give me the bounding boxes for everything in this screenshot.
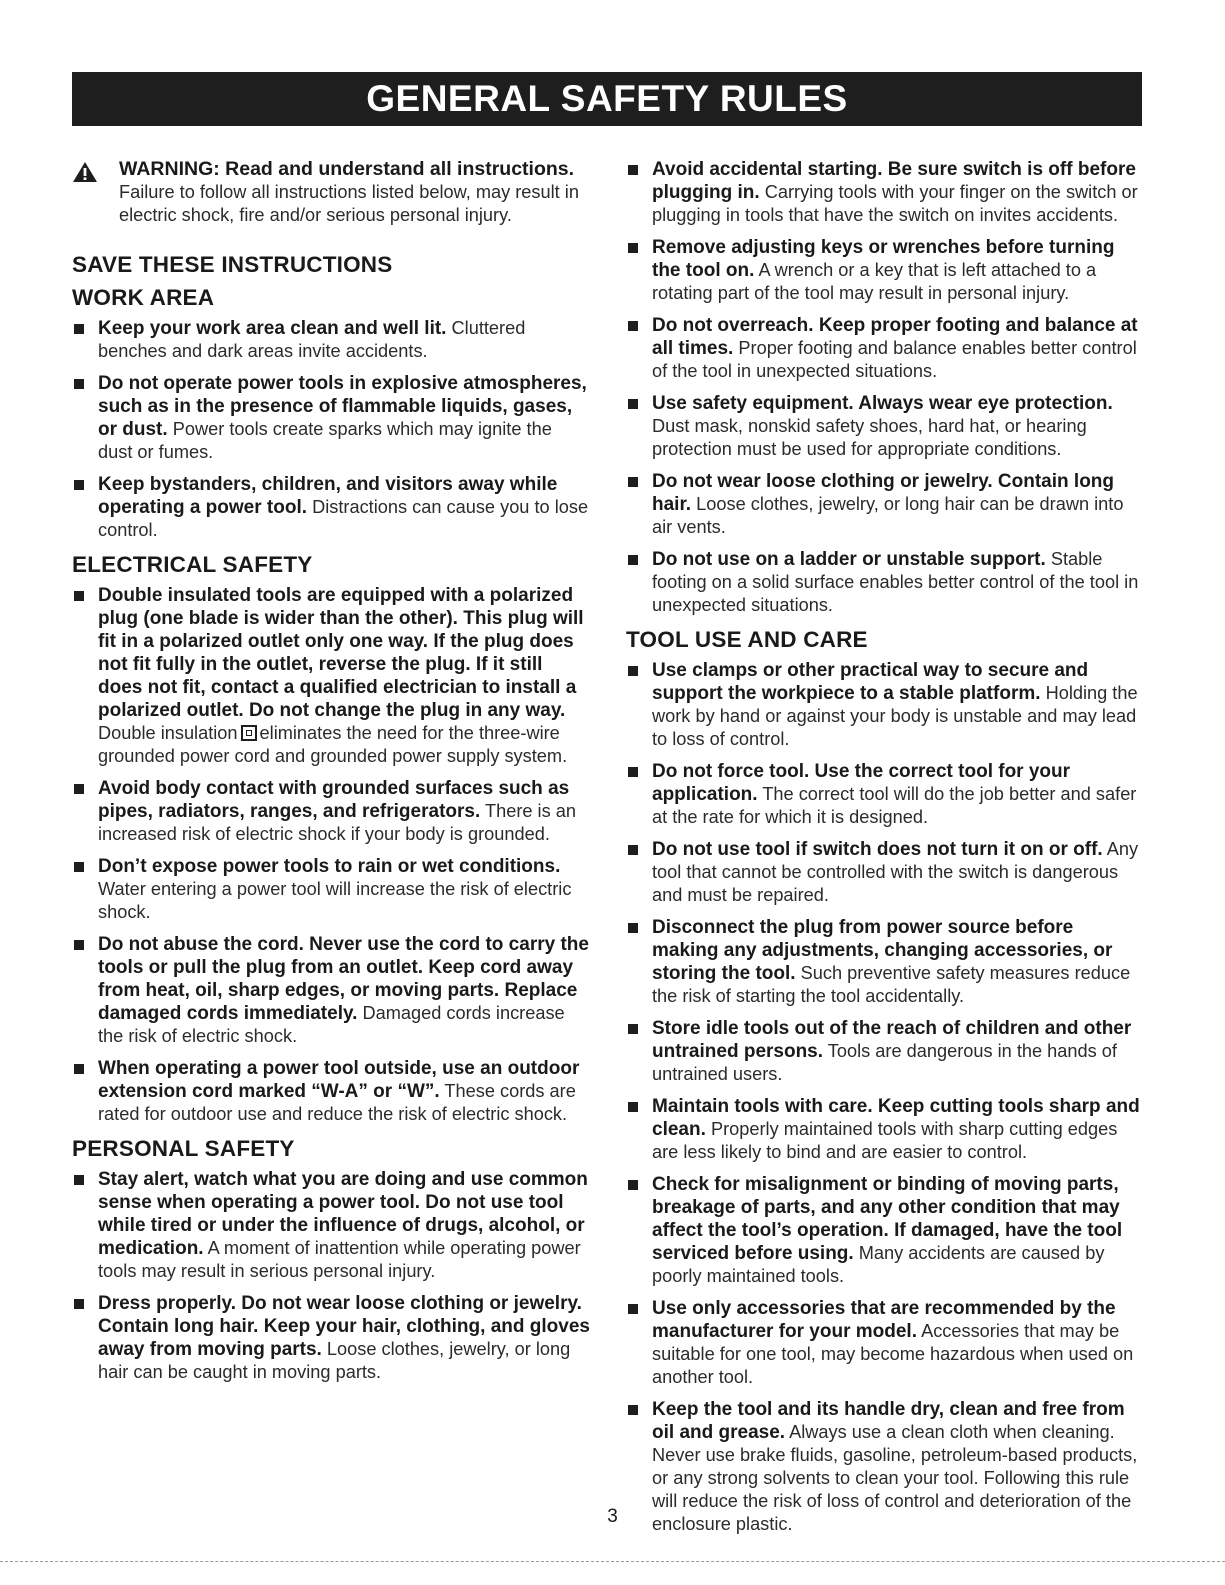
list-item — [626, 1017, 1142, 1086]
list-item — [72, 1292, 590, 1384]
bullet-square-icon — [628, 767, 638, 777]
list-item — [626, 548, 1142, 617]
personal-safety-continued-list — [626, 158, 1142, 617]
rule-text: Accessories that may be suitable for one tool, may become hazardous when used on another tool. — [652, 1321, 1134, 1387]
bullet-square-icon — [74, 324, 84, 334]
right-column — [626, 158, 1142, 1545]
rule-text: Always use a clean cloth when cleaning. Never use brake fluids, gasoline, petroleum-based products, or any strong solvents to clean your tool. Following this rule will reduce the risk of loss of control and deterioration of the enclosure plastic. — [652, 1422, 1138, 1534]
list-item — [72, 777, 590, 846]
rule-bold: Dress properly. Do not wear loose clothing or jewelry. Contain long hair. Keep your hair, clothing, and gloves away from moving parts. — [98, 1293, 590, 1360]
list-item — [626, 659, 1142, 751]
list-item — [72, 1168, 590, 1283]
warning-triangle-icon — [72, 161, 98, 183]
warning-text: Failure to follow all instructions listed below, may result in electric shock, fire and/or serious personal injury. — [119, 182, 579, 225]
section-heading-tool-use-and-care: TOOL USE AND CARE — [626, 627, 868, 652]
rule-text: Loose clothes, jewelry, or long hair can be caught in moving parts. — [98, 1339, 571, 1382]
page-edge-divider — [0, 1561, 1225, 1562]
page-number: 3 — [607, 1506, 618, 1527]
section-heading-personal-safety: PERSONAL SAFETY — [72, 1136, 295, 1161]
rule-bold: Do not overreach. Keep proper footing and balance at all times. — [652, 315, 1138, 359]
list-item — [72, 473, 590, 542]
bullet-square-icon — [628, 1102, 638, 1112]
list-item — [626, 236, 1142, 305]
bullet-square-icon — [628, 165, 638, 175]
bullet-square-icon — [628, 1304, 638, 1314]
list-item — [72, 933, 590, 1048]
rule-text: Cluttered benches and dark areas invite accidents. — [98, 318, 526, 361]
bullet-square-icon — [74, 1064, 84, 1074]
bullet-square-icon — [628, 477, 638, 487]
rule-text: eliminates the need for the three-wire grounded power cord and grounded power supply system. — [98, 723, 568, 766]
rule-bold: Use safety equipment. Always wear eye protection. — [652, 393, 1113, 414]
list-item — [72, 317, 590, 363]
left-column — [72, 158, 590, 1393]
warning-lead: WARNING: Read and understand all instructions. — [119, 158, 575, 180]
page-title: GENERAL SAFETY RULES — [72, 72, 1142, 126]
rule-text: The correct tool will do the job better and safer at the rate for which it is designed. — [652, 784, 1137, 827]
section-heading-electrical-safety: ELECTRICAL SAFETY — [72, 552, 313, 577]
rule-bold: Stay alert, watch what you are doing and use common sense when operating a power tool. Do not use tool while tired or under the influence of drugs, alcohol, or medication. — [98, 1169, 588, 1259]
list-item — [72, 584, 590, 768]
bullet-square-icon — [74, 379, 84, 389]
bullet-square-icon — [74, 940, 84, 950]
rule-text: Distractions can cause you to lose control. — [98, 497, 589, 540]
rule-text: Power tools create sparks which may ignite the dust or fumes. — [98, 419, 552, 462]
list-item — [72, 855, 590, 924]
list-item — [626, 1095, 1142, 1164]
rule-text: Holding the work by hand or against your body is unstable and may lead to loss of control. — [652, 683, 1138, 749]
rule-bold: Double insulated tools are equipped with a polarized plug (one blade is wider than the other). This plug will fit in a polarized outlet only one way. If the plug does not fit fully in the outlet, reverse the plug. If it still does not fit, contact a qualified electrician to install a polarized outlet. Do not change the plug in any way. — [98, 585, 584, 721]
rule-bold: Maintain tools with care. Keep cutting tools sharp and clean. — [652, 1096, 1140, 1140]
rule-bold: Keep the tool and its handle dry, clean and free from oil and grease. — [652, 1399, 1125, 1443]
rule-text: Any tool that cannot be controlled with the switch is dangerous and must be repaired. — [652, 839, 1139, 905]
rule-bold: When operating a power tool outside, use an outdoor extension cord marked “W-A” or “W”. — [98, 1058, 580, 1102]
rule-bold: Do not force tool. Use the correct tool for your application. — [652, 761, 1071, 805]
electrical-safety-list — [72, 584, 590, 1126]
work-area-list — [72, 317, 590, 542]
list-item — [626, 158, 1142, 227]
rule-text: Properly maintained tools with sharp cutting edges are less likely to bind and are easier to control. — [652, 1119, 1118, 1162]
rule-bold: Do not wear loose clothing or jewelry. Contain long hair. — [652, 471, 1115, 515]
bullet-square-icon — [74, 480, 84, 490]
bullet-square-icon — [74, 1175, 84, 1185]
rule-bold: Don’t expose power tools to rain or wet conditions. — [98, 856, 561, 877]
rule-bold: Use clamps or other practical way to secure and support the workpiece to a stable platform. — [652, 660, 1089, 704]
bullet-square-icon — [628, 923, 638, 933]
rule-bold: Keep bystanders, children, and visitors away while operating a power tool. — [98, 474, 558, 518]
bullet-square-icon — [74, 862, 84, 872]
personal-safety-list — [72, 1168, 590, 1384]
rule-bold: Store idle tools out of the reach of children and other untrained persons. — [652, 1018, 1132, 1062]
rule-bold: Use only accessories that are recommended by the manufacturer for your model. — [652, 1298, 1116, 1342]
bullet-square-icon — [628, 399, 638, 409]
rule-bold: Avoid body contact with grounded surfaces such as pipes, radiators, ranges, and refrigerators. — [98, 778, 570, 822]
bullet-square-icon — [74, 591, 84, 601]
list-item — [72, 1057, 590, 1126]
rule-bold: Disconnect the plug from power source before making any adjustments, changing accessories, or storing the tool. — [652, 917, 1113, 984]
rule-text: Water entering a power tool will increase the risk of electric shock. — [98, 879, 572, 922]
rule-bold: Do not abuse the cord. Never use the cord to carry the tools or pull the plug from an outlet. Keep cord away from heat, oil, sharp edges, or moving parts. Replace damaged cords immediately. — [98, 934, 589, 1024]
list-item — [626, 838, 1142, 907]
rule-text: Many accidents are caused by poorly maintained tools. — [652, 1243, 1105, 1286]
rule-text-before: Double insulation — [98, 723, 238, 743]
list-item — [626, 392, 1142, 461]
rule-text: Proper footing and balance enables better control of the tool in unexpected situations. — [652, 338, 1137, 381]
rule-text: These cords are rated for outdoor use and reduce the risk of electric shock. — [98, 1081, 576, 1124]
rule-text: Such preventive safety measures reduce the risk of starting the tool accidentally. — [652, 963, 1131, 1006]
list-item — [72, 372, 590, 464]
rule-bold: Do not use tool if switch does not turn it on or off. — [652, 839, 1103, 860]
rule-bold: Keep your work area clean and well lit. — [98, 318, 447, 339]
bullet-square-icon — [628, 555, 638, 565]
list-item — [626, 1173, 1142, 1288]
rule-text: Tools are dangerous in the hands of untrained users. — [652, 1041, 1117, 1084]
section-heading-work-area: WORK AREA — [72, 285, 215, 310]
bullet-square-icon — [628, 1405, 638, 1415]
bullet-square-icon — [74, 1299, 84, 1309]
rule-text: Dust mask, nonskid safety shoes, hard hat, or hearing protection must be used for appropriate conditions. — [652, 416, 1087, 459]
tool-use-list — [626, 659, 1142, 1536]
rule-bold: Do not use on a ladder or unstable support. — [652, 549, 1046, 570]
save-instructions-heading: SAVE THESE INSTRUCTIONS — [72, 252, 393, 277]
list-item — [626, 760, 1142, 829]
rule-text: Damaged cords increase the risk of electric shock. — [98, 1003, 565, 1046]
rule-text: A wrench or a key that is left attached to a rotating part of the tool may result in personal injury. — [652, 260, 1097, 303]
bullet-square-icon — [628, 321, 638, 331]
rule-bold: Remove adjusting keys or wrenches before turning the tool on. — [652, 237, 1115, 281]
list-item — [626, 470, 1142, 539]
rule-text: Stable footing on a solid surface enables better control of the tool in unexpected situations. — [652, 549, 1139, 615]
rule-bold: Check for misalignment or binding of moving parts, breakage of parts, and any other condition that may affect the tool’s operation. If damaged, have the tool serviced before using. — [652, 1174, 1123, 1264]
rule-text: A moment of inattention while operating power tools may result in serious personal injury. — [98, 1238, 581, 1281]
bullet-square-icon — [628, 666, 638, 676]
bullet-square-icon — [628, 1024, 638, 1034]
rule-bold: Do not operate power tools in explosive atmospheres, such as in the presence of flammable liquids, gases, or dust. — [98, 373, 587, 440]
rule-text: Loose clothes, jewelry, or long hair can be drawn into air vents. — [652, 494, 1124, 537]
rule-text: Carrying tools with your finger on the switch or plugging in tools that have the switch on invites accidents. — [652, 182, 1138, 225]
warning-block — [72, 158, 590, 227]
double-insulation-icon — [241, 725, 257, 741]
list-item — [626, 314, 1142, 383]
bullet-square-icon — [74, 784, 84, 794]
list-item — [626, 916, 1142, 1008]
rule-bold: Avoid accidental starting. Be sure switch is off before plugging in. — [652, 159, 1136, 203]
bullet-square-icon — [628, 1180, 638, 1190]
bullet-square-icon — [628, 845, 638, 855]
bullet-square-icon — [628, 243, 638, 253]
rule-text: There is an increased risk of electric shock if your body is grounded. — [98, 801, 576, 844]
list-item — [626, 1297, 1142, 1389]
